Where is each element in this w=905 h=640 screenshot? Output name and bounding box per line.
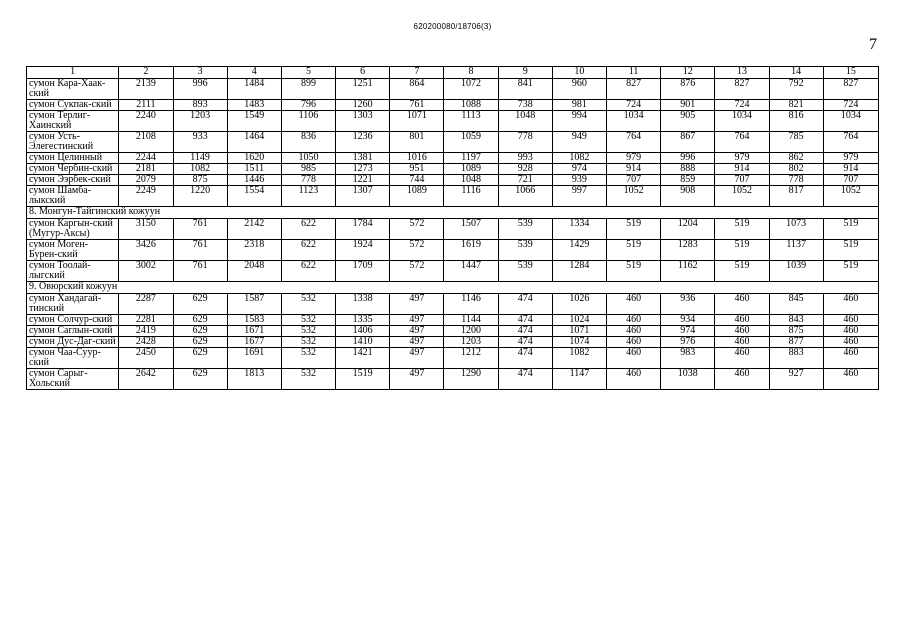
value-cell: 460 xyxy=(823,337,878,348)
value-cell: 724 xyxy=(715,100,769,111)
value-cell: 497 xyxy=(390,337,444,348)
value-cell: 474 xyxy=(498,315,552,326)
value-cell: 905 xyxy=(661,111,715,132)
value-cell: 532 xyxy=(281,369,335,390)
column-header: 8 xyxy=(444,67,498,79)
value-cell: 1429 xyxy=(552,240,606,261)
value-cell: 622 xyxy=(281,261,335,282)
value-cell: 1236 xyxy=(336,132,390,153)
value-cell: 1484 xyxy=(227,79,281,100)
value-cell: 764 xyxy=(607,132,661,153)
value-cell: 707 xyxy=(823,175,878,186)
value-cell: 532 xyxy=(281,326,335,337)
value-cell: 1511 xyxy=(227,164,281,175)
table-row xyxy=(27,175,879,186)
value-cell: 979 xyxy=(607,153,661,164)
value-cell: 1024 xyxy=(552,315,606,326)
value-cell: 629 xyxy=(173,326,227,337)
sumon-name: сумон Усть-Элегестинский xyxy=(27,132,119,153)
value-cell: 1221 xyxy=(336,175,390,186)
value-cell: 460 xyxy=(607,348,661,369)
value-cell: 1162 xyxy=(661,261,715,282)
value-cell: 1447 xyxy=(444,261,498,282)
value-cell: 532 xyxy=(281,315,335,326)
value-cell: 1082 xyxy=(552,153,606,164)
value-cell: 1813 xyxy=(227,369,281,390)
value-cell: 1200 xyxy=(444,326,498,337)
value-cell: 474 xyxy=(498,348,552,369)
value-cell: 474 xyxy=(498,294,552,315)
value-cell: 1034 xyxy=(607,111,661,132)
column-header: 6 xyxy=(336,67,390,79)
value-cell: 2287 xyxy=(119,294,173,315)
value-cell: 796 xyxy=(281,100,335,111)
section-title: 8. Монгун-Тайгинский кожуун xyxy=(27,207,879,219)
sumon-name: сумон Терлиг-Хаинский xyxy=(27,111,119,132)
value-cell: 1549 xyxy=(227,111,281,132)
value-cell: 2244 xyxy=(119,153,173,164)
value-cell: 1072 xyxy=(444,79,498,100)
value-cell: 993 xyxy=(498,153,552,164)
value-cell: 817 xyxy=(769,186,823,207)
column-header: 1 xyxy=(27,67,119,79)
value-cell: 1671 xyxy=(227,326,281,337)
value-cell: 519 xyxy=(823,240,878,261)
value-cell: 1082 xyxy=(552,348,606,369)
value-cell: 2249 xyxy=(119,186,173,207)
sumon-name: сумон Шамба-лыкский xyxy=(27,186,119,207)
value-cell: 827 xyxy=(715,79,769,100)
value-cell: 876 xyxy=(661,79,715,100)
value-cell: 572 xyxy=(390,240,444,261)
sumon-name: сумон Сукпак-ский xyxy=(27,100,119,111)
value-cell: 1016 xyxy=(390,153,444,164)
value-cell: 1052 xyxy=(607,186,661,207)
value-cell: 724 xyxy=(607,100,661,111)
value-cell: 1284 xyxy=(552,261,606,282)
value-cell: 532 xyxy=(281,294,335,315)
value-cell: 460 xyxy=(607,337,661,348)
value-cell: 1149 xyxy=(173,153,227,164)
value-cell: 761 xyxy=(173,261,227,282)
value-cell: 764 xyxy=(823,132,878,153)
value-cell: 996 xyxy=(661,153,715,164)
value-cell: 519 xyxy=(607,240,661,261)
value-cell: 1052 xyxy=(715,186,769,207)
column-header: 10 xyxy=(552,67,606,79)
value-cell: 997 xyxy=(552,186,606,207)
value-cell: 2108 xyxy=(119,132,173,153)
value-cell: 1691 xyxy=(227,348,281,369)
value-cell: 974 xyxy=(552,164,606,175)
value-cell: 1924 xyxy=(336,240,390,261)
value-cell: 497 xyxy=(390,294,444,315)
column-header: 4 xyxy=(227,67,281,79)
value-cell: 761 xyxy=(173,240,227,261)
value-cell: 859 xyxy=(661,175,715,186)
table-row xyxy=(27,348,879,369)
value-cell: 539 xyxy=(498,240,552,261)
sumon-name: сумон Ээрбек-ский xyxy=(27,175,119,186)
value-cell: 460 xyxy=(715,337,769,348)
column-header: 9 xyxy=(498,67,552,79)
value-cell: 1146 xyxy=(444,294,498,315)
value-cell: 1290 xyxy=(444,369,498,390)
value-cell: 2139 xyxy=(119,79,173,100)
value-cell: 1106 xyxy=(281,111,335,132)
value-cell: 827 xyxy=(823,79,878,100)
table-row xyxy=(27,132,879,153)
column-header: 13 xyxy=(715,67,769,79)
value-cell: 914 xyxy=(715,164,769,175)
value-cell: 1147 xyxy=(552,369,606,390)
value-cell: 1251 xyxy=(336,79,390,100)
value-cell: 1203 xyxy=(444,337,498,348)
value-cell: 888 xyxy=(661,164,715,175)
value-cell: 2142 xyxy=(227,219,281,240)
value-cell: 460 xyxy=(607,369,661,390)
value-cell: 928 xyxy=(498,164,552,175)
value-cell: 949 xyxy=(552,132,606,153)
value-cell: 460 xyxy=(823,326,878,337)
value-cell: 974 xyxy=(661,326,715,337)
value-cell: 764 xyxy=(715,132,769,153)
column-header: 14 xyxy=(769,67,823,79)
value-cell: 1212 xyxy=(444,348,498,369)
value-cell: 460 xyxy=(823,348,878,369)
value-cell: 2318 xyxy=(227,240,281,261)
value-cell: 827 xyxy=(607,79,661,100)
value-cell: 862 xyxy=(769,153,823,164)
value-cell: 474 xyxy=(498,326,552,337)
value-cell: 802 xyxy=(769,164,823,175)
value-cell: 864 xyxy=(390,79,444,100)
value-cell: 460 xyxy=(823,294,878,315)
value-cell: 622 xyxy=(281,240,335,261)
value-cell: 1144 xyxy=(444,315,498,326)
value-cell: 845 xyxy=(769,294,823,315)
value-cell: 1620 xyxy=(227,153,281,164)
value-cell: 1587 xyxy=(227,294,281,315)
value-cell: 1464 xyxy=(227,132,281,153)
value-cell: 629 xyxy=(173,294,227,315)
table-row xyxy=(27,315,879,326)
document-code: 620200080/18706(3) xyxy=(413,22,492,31)
value-cell: 1334 xyxy=(552,219,606,240)
column-header: 7 xyxy=(390,67,444,79)
table-row xyxy=(27,100,879,111)
value-cell: 572 xyxy=(390,261,444,282)
value-cell: 2450 xyxy=(119,348,173,369)
value-cell: 996 xyxy=(173,79,227,100)
table-row xyxy=(27,186,879,207)
value-cell: 877 xyxy=(769,337,823,348)
value-cell: 1446 xyxy=(227,175,281,186)
section-title: 9. Овюрский кожуун xyxy=(27,282,879,294)
value-cell: 778 xyxy=(498,132,552,153)
value-cell: 474 xyxy=(498,337,552,348)
value-cell: 460 xyxy=(715,294,769,315)
sumon-name: сумон Тоолай-лыгский xyxy=(27,261,119,282)
table-row xyxy=(27,79,879,100)
value-cell: 1039 xyxy=(769,261,823,282)
value-cell: 629 xyxy=(173,315,227,326)
sumon-name: сумон Хандагай-тинский xyxy=(27,294,119,315)
value-cell: 1220 xyxy=(173,186,227,207)
value-cell: 778 xyxy=(281,175,335,186)
value-cell: 1421 xyxy=(336,348,390,369)
value-cell: 539 xyxy=(498,261,552,282)
sumon-name: сумон Кара-Хаак-ский xyxy=(27,79,119,100)
sumon-name: сумон Чербин-ский xyxy=(27,164,119,175)
column-header: 5 xyxy=(281,67,335,79)
value-cell: 914 xyxy=(823,164,878,175)
value-cell: 1483 xyxy=(227,100,281,111)
value-cell: 761 xyxy=(390,100,444,111)
sumon-name: сумон Солчур-ский xyxy=(27,315,119,326)
value-cell: 901 xyxy=(661,100,715,111)
value-cell: 1038 xyxy=(661,369,715,390)
value-cell: 1554 xyxy=(227,186,281,207)
value-cell: 1089 xyxy=(444,164,498,175)
value-cell: 1088 xyxy=(444,100,498,111)
value-cell: 951 xyxy=(390,164,444,175)
column-header: 15 xyxy=(823,67,878,79)
value-cell: 1507 xyxy=(444,219,498,240)
value-cell: 933 xyxy=(173,132,227,153)
value-cell: 622 xyxy=(281,219,335,240)
value-cell: 1583 xyxy=(227,315,281,326)
value-cell: 2419 xyxy=(119,326,173,337)
value-cell: 744 xyxy=(390,175,444,186)
sumon-name: сумон Целинный xyxy=(27,153,119,164)
value-cell: 2181 xyxy=(119,164,173,175)
value-cell: 3426 xyxy=(119,240,173,261)
value-cell: 2240 xyxy=(119,111,173,132)
value-cell: 801 xyxy=(390,132,444,153)
table-row xyxy=(27,294,879,315)
value-cell: 979 xyxy=(715,153,769,164)
value-cell: 1197 xyxy=(444,153,498,164)
column-header: 12 xyxy=(661,67,715,79)
table-row xyxy=(27,240,879,261)
value-cell: 934 xyxy=(661,315,715,326)
value-cell: 983 xyxy=(661,348,715,369)
value-cell: 629 xyxy=(173,348,227,369)
value-cell: 843 xyxy=(769,315,823,326)
value-cell: 867 xyxy=(661,132,715,153)
value-cell: 1082 xyxy=(173,164,227,175)
value-cell: 1335 xyxy=(336,315,390,326)
value-cell: 1709 xyxy=(336,261,390,282)
value-cell: 519 xyxy=(715,261,769,282)
value-cell: 883 xyxy=(769,348,823,369)
value-cell: 3002 xyxy=(119,261,173,282)
value-cell: 985 xyxy=(281,164,335,175)
section-row xyxy=(27,282,879,294)
value-cell: 1283 xyxy=(661,240,715,261)
value-cell: 721 xyxy=(498,175,552,186)
header-row xyxy=(27,67,879,79)
value-cell: 629 xyxy=(173,369,227,390)
value-cell: 519 xyxy=(823,261,878,282)
value-cell: 1059 xyxy=(444,132,498,153)
value-cell: 2111 xyxy=(119,100,173,111)
value-cell: 816 xyxy=(769,111,823,132)
value-cell: 908 xyxy=(661,186,715,207)
value-cell: 2048 xyxy=(227,261,281,282)
value-cell: 1519 xyxy=(336,369,390,390)
value-cell: 2079 xyxy=(119,175,173,186)
value-cell: 2642 xyxy=(119,369,173,390)
value-cell: 1307 xyxy=(336,186,390,207)
value-cell: 899 xyxy=(281,79,335,100)
value-cell: 1381 xyxy=(336,153,390,164)
value-cell: 785 xyxy=(769,132,823,153)
value-cell: 460 xyxy=(607,294,661,315)
value-cell: 1677 xyxy=(227,337,281,348)
table-row xyxy=(27,219,879,240)
value-cell: 497 xyxy=(390,348,444,369)
value-cell: 497 xyxy=(390,369,444,390)
value-cell: 629 xyxy=(173,337,227,348)
table-row xyxy=(27,153,879,164)
value-cell: 572 xyxy=(390,219,444,240)
value-cell: 460 xyxy=(823,369,878,390)
value-cell: 460 xyxy=(715,315,769,326)
sumon-name: сумон Чаа-Суур-ский xyxy=(27,348,119,369)
value-cell: 1338 xyxy=(336,294,390,315)
value-cell: 893 xyxy=(173,100,227,111)
value-cell: 3150 xyxy=(119,219,173,240)
value-cell: 2428 xyxy=(119,337,173,348)
value-cell: 1071 xyxy=(390,111,444,132)
sumon-name: сумон Дус-Даг-ский xyxy=(27,337,119,348)
value-cell: 460 xyxy=(823,315,878,326)
value-cell: 981 xyxy=(552,100,606,111)
value-cell: 1048 xyxy=(444,175,498,186)
sumon-name: сумон Саглын-ский xyxy=(27,326,119,337)
section-row xyxy=(27,207,879,219)
value-cell: 1203 xyxy=(173,111,227,132)
value-cell: 1619 xyxy=(444,240,498,261)
value-cell: 936 xyxy=(661,294,715,315)
value-cell: 474 xyxy=(498,369,552,390)
value-cell: 1071 xyxy=(552,326,606,337)
value-cell: 2281 xyxy=(119,315,173,326)
value-cell: 1113 xyxy=(444,111,498,132)
tariff-table xyxy=(26,66,879,390)
value-cell: 497 xyxy=(390,315,444,326)
value-cell: 532 xyxy=(281,337,335,348)
value-cell: 939 xyxy=(552,175,606,186)
column-header: 2 xyxy=(119,67,173,79)
sumon-name: сумон Сарыг-Хольский xyxy=(27,369,119,390)
value-cell: 994 xyxy=(552,111,606,132)
value-cell: 1050 xyxy=(281,153,335,164)
sumon-name: сумон Моген-Бурен-ский xyxy=(27,240,119,261)
value-cell: 707 xyxy=(607,175,661,186)
value-cell: 1260 xyxy=(336,100,390,111)
value-cell: 460 xyxy=(715,369,769,390)
value-cell: 519 xyxy=(715,219,769,240)
value-cell: 519 xyxy=(823,219,878,240)
value-cell: 821 xyxy=(769,100,823,111)
value-cell: 761 xyxy=(173,219,227,240)
value-cell: 914 xyxy=(607,164,661,175)
table-row xyxy=(27,337,879,348)
value-cell: 875 xyxy=(173,175,227,186)
value-cell: 836 xyxy=(281,132,335,153)
value-cell: 979 xyxy=(823,153,878,164)
value-cell: 1089 xyxy=(390,186,444,207)
value-cell: 1026 xyxy=(552,294,606,315)
value-cell: 1116 xyxy=(444,186,498,207)
value-cell: 792 xyxy=(769,79,823,100)
value-cell: 1123 xyxy=(281,186,335,207)
value-cell: 1073 xyxy=(769,219,823,240)
sumon-name: сумон Каргын-ский (Мугур-Аксы) xyxy=(27,219,119,240)
column-header: 11 xyxy=(607,67,661,79)
table-row xyxy=(27,261,879,282)
value-cell: 519 xyxy=(607,261,661,282)
value-cell: 841 xyxy=(498,79,552,100)
value-cell: 1034 xyxy=(715,111,769,132)
value-cell: 1410 xyxy=(336,337,390,348)
value-cell: 1273 xyxy=(336,164,390,175)
value-cell: 1074 xyxy=(552,337,606,348)
value-cell: 460 xyxy=(607,326,661,337)
value-cell: 460 xyxy=(715,326,769,337)
column-header: 3 xyxy=(173,67,227,79)
value-cell: 976 xyxy=(661,337,715,348)
value-cell: 1406 xyxy=(336,326,390,337)
value-cell: 497 xyxy=(390,326,444,337)
value-cell: 1048 xyxy=(498,111,552,132)
table-row xyxy=(27,369,879,390)
value-cell: 1052 xyxy=(823,186,878,207)
value-cell: 778 xyxy=(769,175,823,186)
value-cell: 1303 xyxy=(336,111,390,132)
value-cell: 960 xyxy=(552,79,606,100)
value-cell: 460 xyxy=(715,348,769,369)
value-cell: 519 xyxy=(607,219,661,240)
value-cell: 532 xyxy=(281,348,335,369)
value-cell: 1034 xyxy=(823,111,878,132)
table-row xyxy=(27,326,879,337)
value-cell: 1137 xyxy=(769,240,823,261)
value-cell: 875 xyxy=(769,326,823,337)
value-cell: 460 xyxy=(607,315,661,326)
value-cell: 539 xyxy=(498,219,552,240)
page-number: 7 xyxy=(869,36,877,53)
table-row xyxy=(27,111,879,132)
value-cell: 707 xyxy=(715,175,769,186)
value-cell: 1204 xyxy=(661,219,715,240)
value-cell: 724 xyxy=(823,100,878,111)
table-row xyxy=(27,164,879,175)
value-cell: 738 xyxy=(498,100,552,111)
value-cell: 1066 xyxy=(498,186,552,207)
value-cell: 519 xyxy=(715,240,769,261)
value-cell: 927 xyxy=(769,369,823,390)
value-cell: 1784 xyxy=(336,219,390,240)
